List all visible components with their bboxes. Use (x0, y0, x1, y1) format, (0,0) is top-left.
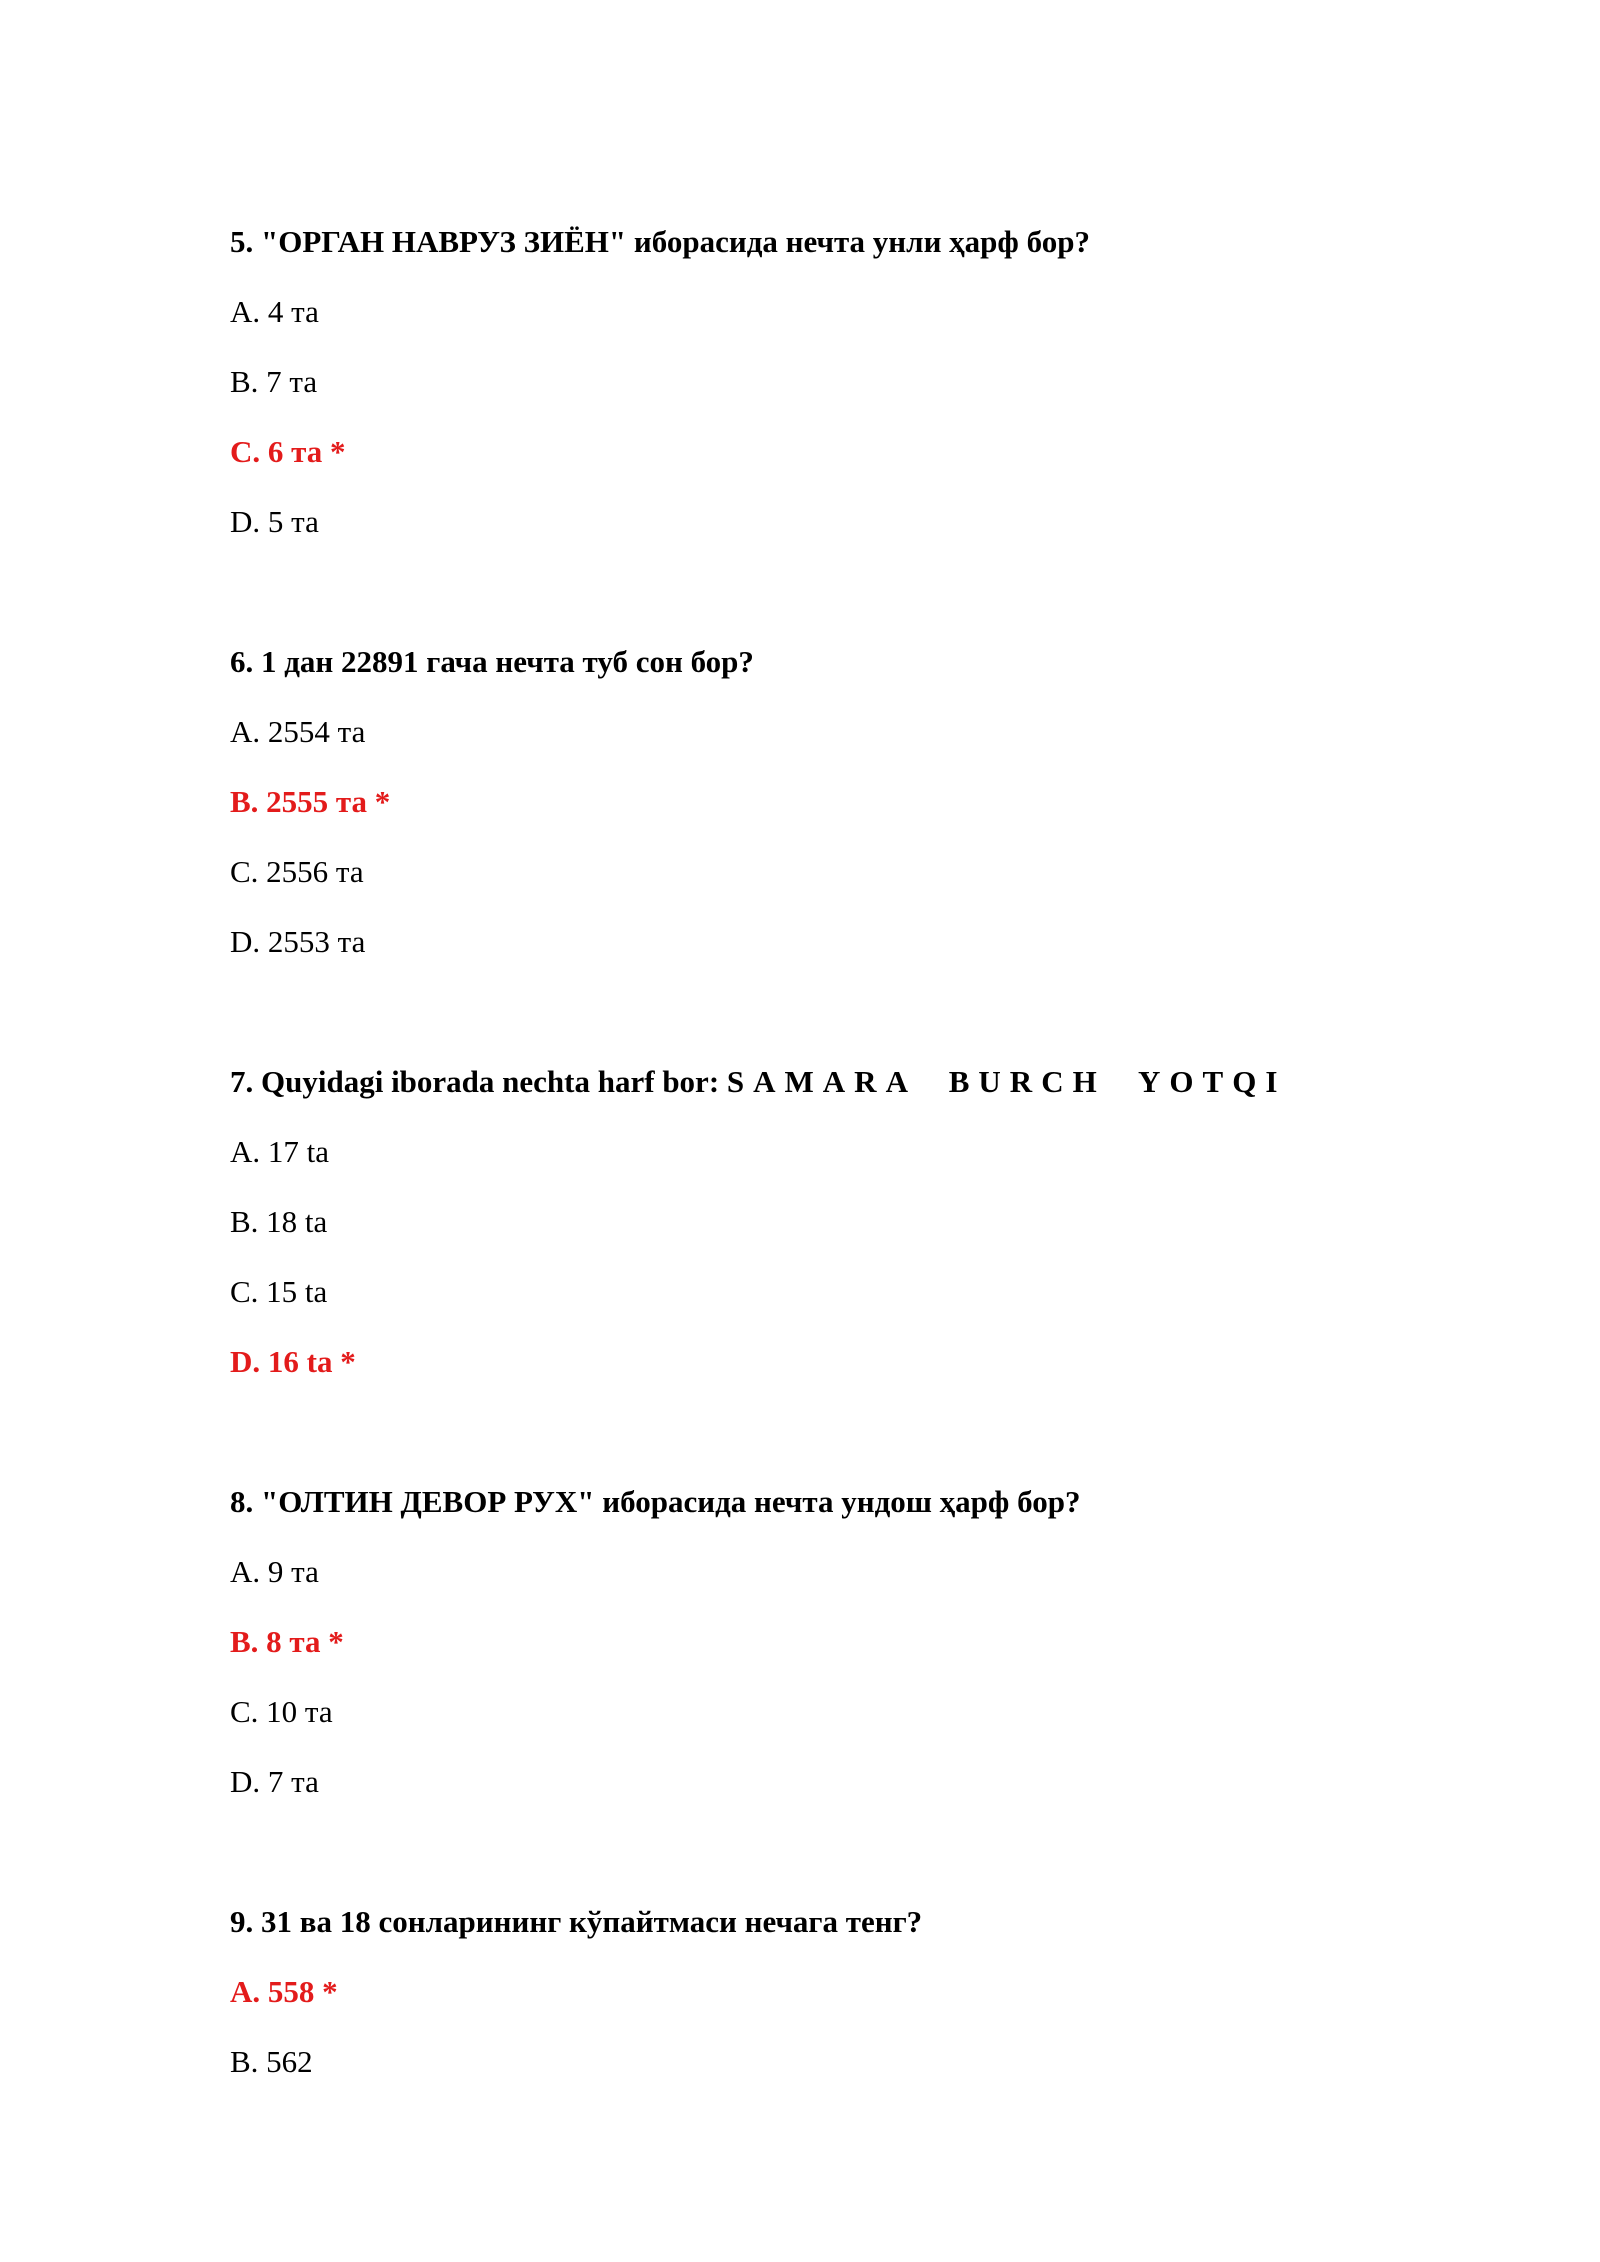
question-9: 9. 31 ва 18 сонларининг кўпайтмаси нечага тенг? (230, 1904, 923, 1939)
question-6-option-b-correct: B. 2555 та * (230, 784, 391, 819)
question-5-option-b: B. 7 та (230, 364, 318, 399)
question-7-option-d-correct: D. 16 ta * (230, 1344, 356, 1379)
question-7-option-b: B. 18 ta (230, 1204, 328, 1239)
question-7-spaced-phrase: SAMARA BURCH YOTQI (726, 1064, 1287, 1099)
question-5-option-a: A. 4 та (230, 294, 319, 329)
question-6-option-a: A. 2554 та (230, 714, 366, 749)
question-6-option-c: C. 2556 та (230, 854, 364, 889)
question-8-option-a: A. 9 та (230, 1554, 319, 1589)
question-6-option-d: D. 2553 та (230, 924, 366, 959)
question-8-option-d: D. 7 та (230, 1764, 319, 1799)
question-8-option-b-correct: B. 8 та * (230, 1624, 344, 1659)
question-5: 5. "ОРГАН НАВРУЗ ЗИЁН" иборасида нечта унли ҳарф бор? (230, 224, 1090, 259)
question-7 (230, 1062, 1286, 1102)
question-7-text: 7. Quyidagi iborada nechta harf bor: (230, 1064, 727, 1099)
question-6: 6. 1 дан 22891 гача нечта туб сон бор? (230, 644, 754, 679)
question-8: 8. "ОЛТИН ДЕВОР РУХ" иборасида нечта ундош ҳарф бор? (230, 1484, 1081, 1519)
question-9-option-b: B. 562 (230, 2044, 313, 2079)
question-8-option-c: C. 10 та (230, 1694, 333, 1729)
question-5-option-c-correct: C. 6 та * (230, 434, 346, 469)
question-9-option-a-correct: A. 558 * (230, 1974, 338, 2009)
question-7-option-a: A. 17 ta (230, 1134, 330, 1169)
question-5-option-d: D. 5 та (230, 504, 319, 539)
question-7-option-c: C. 15 ta (230, 1274, 328, 1309)
